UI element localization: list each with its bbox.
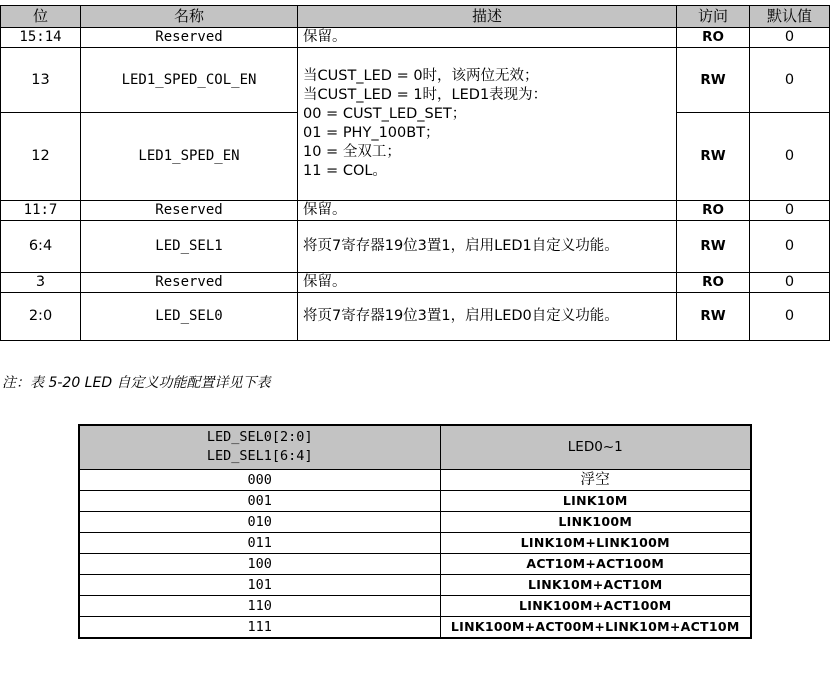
desc-line: 01 = PHY_100BT；	[303, 125, 440, 141]
header-led-sel0: LED_SEL0[2:0]	[206, 429, 313, 445]
table-row	[79, 470, 751, 491]
table-row	[79, 512, 751, 533]
cell-value: LINK10M+ACT10M	[440, 575, 751, 596]
header-access: 访问	[677, 6, 750, 28]
cell-bit: 15:14	[1, 28, 81, 48]
cell-access: RW	[677, 293, 750, 341]
header-description: 描述	[298, 6, 677, 28]
desc-line: 10 = 全双工；	[303, 144, 401, 160]
cell-access: RW	[677, 48, 750, 113]
cell-description: 将页7寄存器19位3置1，启用LED1自定义功能。	[298, 221, 677, 273]
table-row	[1, 221, 830, 273]
cell-code: 001	[79, 491, 440, 512]
cell-description-merged	[298, 48, 677, 201]
cell-value: LINK100M+ACT100M	[440, 596, 751, 617]
cell-bit: 3	[1, 273, 81, 293]
cell-description: 将页7寄存器19位3置1，启用LED0自定义功能。	[298, 293, 677, 341]
header-led-sel1: LED_SEL1[6:4]	[206, 448, 313, 464]
header-name: 名称	[81, 6, 298, 28]
cell-bit: 13	[1, 48, 81, 113]
cell-name: LED1_SPED_COL_EN	[81, 48, 298, 113]
header-led-sel	[79, 425, 440, 470]
cell-access: RW	[677, 113, 750, 201]
cell-default: 0	[750, 221, 830, 273]
cell-description: 保留。	[298, 28, 677, 48]
table-note: 注：表 5-20 LED 自定义功能配置详见下表	[2, 375, 271, 391]
table-row	[1, 28, 830, 48]
cell-code: 110	[79, 596, 440, 617]
cell-code: 010	[79, 512, 440, 533]
register-header-row	[1, 6, 830, 28]
cell-access: RO	[677, 273, 750, 293]
desc-line: 00 = CUST_LED_SET；	[303, 106, 467, 122]
cell-bit: 2:0	[1, 293, 81, 341]
table-row	[79, 554, 751, 575]
header-default: 默认值	[750, 6, 830, 28]
cell-default: 0	[750, 113, 830, 201]
cell-name: LED_SEL1	[81, 221, 298, 273]
cell-code: 101	[79, 575, 440, 596]
table-row	[1, 201, 830, 221]
register-table	[0, 5, 830, 341]
cell-value: ACT10M+ACT100M	[440, 554, 751, 575]
cell-access: RO	[677, 28, 750, 48]
cell-access: RO	[677, 201, 750, 221]
cell-default: 0	[750, 293, 830, 341]
desc-line: 当CUST_LED = 1时，LED1表现为：	[303, 87, 548, 103]
cell-name: Reserved	[81, 28, 298, 48]
cell-description: 保留。	[298, 201, 677, 221]
led-config-table	[78, 424, 752, 639]
table-row	[79, 575, 751, 596]
cell-name: Reserved	[81, 273, 298, 293]
led-header-row	[79, 425, 751, 470]
table-row	[1, 273, 830, 293]
cell-code: 111	[79, 617, 440, 639]
cell-bit: 12	[1, 113, 81, 201]
cell-bit: 11:7	[1, 201, 81, 221]
cell-name: LED1_SPED_EN	[81, 113, 298, 201]
cell-value: LINK10M	[440, 491, 751, 512]
cell-default: 0	[750, 48, 830, 113]
table-row	[1, 293, 830, 341]
cell-default: 0	[750, 273, 830, 293]
cell-default: 0	[750, 201, 830, 221]
header-led-value: LED0~1	[440, 425, 751, 470]
cell-default: 0	[750, 28, 830, 48]
cell-name: Reserved	[81, 201, 298, 221]
table-row	[79, 533, 751, 554]
cell-code: 100	[79, 554, 440, 575]
cell-value: LINK100M	[440, 512, 751, 533]
table-row	[1, 48, 830, 113]
cell-value: 浮空	[440, 470, 751, 491]
cell-code: 011	[79, 533, 440, 554]
cell-access: RW	[677, 221, 750, 273]
table-row	[79, 491, 751, 512]
desc-line: 当CUST_LED = 0时，该两位无效；	[303, 68, 539, 84]
cell-value: LINK100M+ACT00M+LINK10M+ACT10M	[440, 617, 751, 639]
cell-bit: 6:4	[1, 221, 81, 273]
cell-description: 保留。	[298, 273, 677, 293]
table-row	[79, 596, 751, 617]
desc-line: 11 = COL。	[303, 163, 387, 179]
cell-code: 000	[79, 470, 440, 491]
table-row	[79, 617, 751, 639]
cell-name: LED_SEL0	[81, 293, 298, 341]
header-bit: 位	[1, 6, 81, 28]
cell-value: LINK10M+LINK100M	[440, 533, 751, 554]
